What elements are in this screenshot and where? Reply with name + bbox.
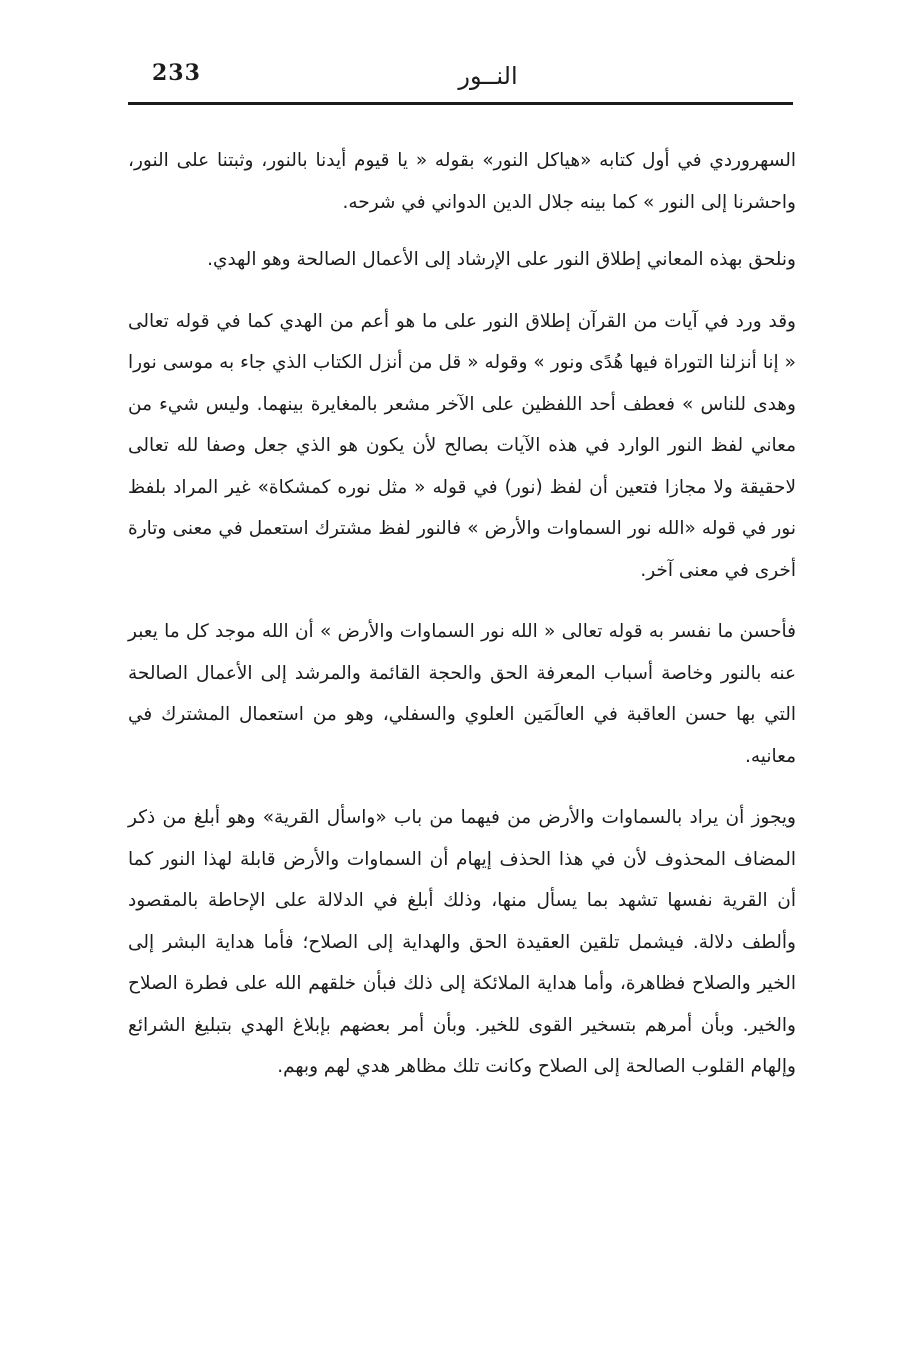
running-title: النــور <box>458 62 518 90</box>
paragraph-5: ويجوز أن يراد بالسماوات والأرض من فيهما من باب «واسأل القرية» وهو أبلغ من ذكر المضاف المحذوف لأن في هذا الحذف إيهام أن السماوات والأرض قابلة لهذا النور كما أن القرية نفسها تشهد بما يسأل منها، وذلك أبلغ في الدلالة على الإحاطة بالمقصود وألطف دلالة. فيشمل تلقين العقيدة الحق والهداية إلى الصلاح؛ فأما هداية البشر إلى الخير والصلاح فظاهرة، وأما هداية الملائكة إلى ذلك فبأن خلقهم الله على فطرة الصلاح والخير. وبأن أمرهم بتسخير القوى للخير. وبأن أمر بعضهم بإبلاغ الهدي بتبليغ الشرائع وإلهام القلوب الصالحة إلى الصلاح وكانت تلك مظاهر هدي لهم وبهم. <box>128 807 796 1077</box>
body-text <box>128 140 796 1088</box>
paragraph-2: ونلحق بهذه المعاني إطلاق النور على الإرشاد إلى الأعمال الصالحة وهو الهدي. <box>207 249 796 270</box>
paragraph-1: السهروردي في أول كتابه «هياكل النور» بقوله « يا قيوم أيدنا بالنور، وثبتنا على النور، واحشرنا إلى النور » كما بينه جلال الدين الدواني في شرحه. <box>128 150 796 213</box>
page-header <box>128 58 793 105</box>
paragraph-3: وقد ورد في آيات من القرآن إطلاق النور على ما هو أعم من الهدي كما في قوله تعالى « إنا أنزلنا التوراة فيها هُدًى ونور » وقوله « قل من أنزل الكتاب الذي جاء به موسى نورا وهدى للناس » فعطف أحد اللفظين على الآخر مشعر بالمغايرة بينهما. وليس شيء من معاني لفظ النور الوارد في هذه الآيات بصالح لأن يكون هو الذي جعل وصفا لله تعالى لاحقيقة ولا مجازا فتعين أن لفظ (نور) في قوله « مثل نوره كمشكاة» غير المراد بلفظ نور في قوله «الله نور السماوات والأرض » فالنور لفظ مشترك استعمل في معنى وتارة أخرى في معنى آخر. <box>128 310 796 581</box>
paragraph-4: فأحسن ما نفسر به قوله تعالى « الله نور السماوات والأرض » أن الله موجد كل ما يعبر عنه بالنور وخاصة أسباب المعرفة الحق والحجة القائمة والمرشد إلى الأعمال الصالحة التي بها حسن العاقبة في العالَمَين العلوي والسفلي، وهو من استعمال المشترك في معانيه. <box>128 621 796 767</box>
page-number: 233 <box>152 60 201 86</box>
